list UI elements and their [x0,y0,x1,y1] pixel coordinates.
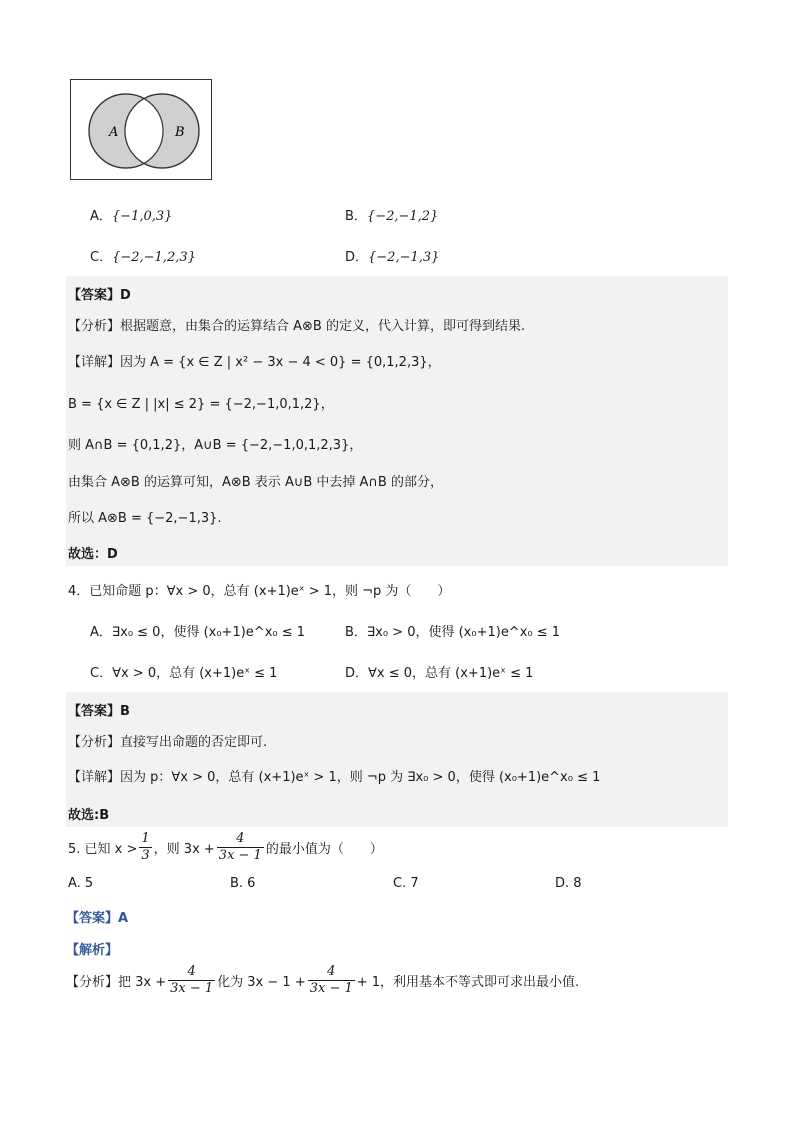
q5-jiexi: 【解析】 [66,943,119,958]
q5-answer: 【答案】A [66,911,129,926]
q4-option-b: B．∃x₀ > 0，使得 (x₀+1)e^x₀ ≤ 1 [345,625,561,640]
q4-detail: 【详解】因为 p：∀x > 0，总有 (x+1)eˣ > 1，则 ¬p 为 ∃x₀ > 0，使得 (x₀+1)e^x₀ ≤ 1 [68,770,601,785]
q4-option-d: D．∀x ≤ 0，总有 (x+1)eˣ ≤ 1 [345,666,534,681]
venn-label-a: A [109,125,119,140]
q5-option-d: D. 8 [555,876,582,891]
q5-option-b: B. 6 [230,876,256,891]
q5-option-a: A. 5 [68,876,94,891]
q5-frac-2: $\frac{4}{3x - 1}$ [218,831,262,863]
q4-stem: 4．已知命题 p：∀x > 0，总有 (x+1)eˣ > 1，则 ¬p 为（ ） [68,584,451,599]
venn-circles [71,80,210,178]
q5-analysis-frac-2: $\frac{4}{3x - 1}$ [309,964,353,996]
q4-option-a: A．∃x₀ ≤ 0，使得 (x₀+1)e^x₀ ≤ 1 [90,625,306,640]
q4-solution-block [66,692,728,827]
q3-answer: 【答案】D [68,288,131,303]
q3-option-b: B．{−2,−1,2} [345,209,439,224]
q3-detail-5: 所以 A⊗B = {−2,−1,3}. [68,511,222,526]
q3-analysis: 【分析】根据题意，由集合的运算结合 A⊗B 的定义，代入计算，即可得到结果. [68,319,526,334]
q5-stem: 5. 已知 x > $\frac{1}{3}$ ，则 3x + $\frac{4}{3x - 1}$ 的最小值为（ ） [68,831,383,863]
q3-detail-3: 则 A∩B = {0,1,2}，A∪B = {−2,−1,0,1,2,3}， [68,438,363,453]
q3-choice: 故选：D [68,547,118,562]
q5-frac-1: $\frac{1}{3}$ [141,831,150,863]
q5-option-c: C. 7 [393,876,419,891]
q4-option-c: C．∀x > 0，总有 (x+1)eˣ ≤ 1 [90,666,278,681]
q5-analysis: 【分析】把 3x + $\frac{4}{3x - 1}$ 化为 3x − 1 + $\frac{4}{3x - 1}$ + 1，利用基本不等式即可求出最小值. [66,964,580,996]
q4-analysis: 【分析】直接写出命题的否定即可. [68,735,268,750]
q3-detail-2: B = {x ∈ Z | |x| ≤ 2} = {−2,−1,0,1,2}， [68,397,334,412]
q3-detail-4: 由集合 A⊗B 的运算可知，A⊗B 表示 A∪B 中去掉 A∩B 的部分， [68,475,443,490]
venn-label-b: B [175,125,185,140]
q5-analysis-frac-1: $\frac{4}{3x - 1}$ [170,964,214,996]
q4-choice: 故选:B [68,808,110,823]
q3-detail-1: 【详解】因为 A = {x ∈ Z | x² − 3x − 4 < 0} = {0,1,2,3}， [68,355,441,370]
q3-option-c: C．{−2,−1,2,3} [90,250,196,265]
venn-diagram [70,79,212,180]
q3-option-a: A．{−1,0,3} [90,209,173,224]
q4-answer: 【答案】B [68,704,130,719]
q3-option-d: D．{−2,−1,3} [345,250,440,265]
